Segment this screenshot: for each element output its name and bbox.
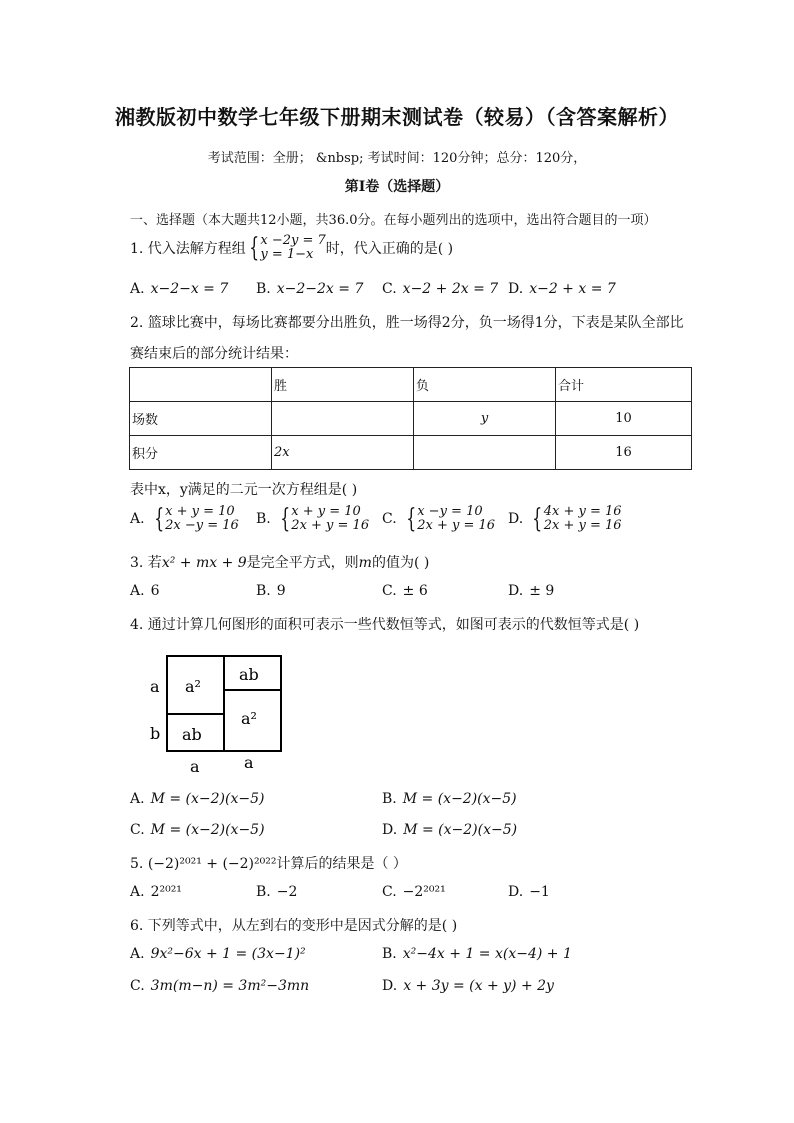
option-text: M = (x−2)(x−5) xyxy=(150,822,265,838)
option-label: D. xyxy=(508,884,524,900)
option-label: C. xyxy=(130,822,145,838)
table-header-cell: 合计 xyxy=(556,368,692,402)
q3-post: 的值为( ) xyxy=(371,555,430,571)
q6-option-b[interactable] xyxy=(382,946,572,962)
area-figure xyxy=(145,652,295,774)
option-label: B. xyxy=(382,791,397,807)
table-row xyxy=(130,402,692,436)
bottom-label-a2: a xyxy=(244,753,254,772)
question-2-line-2: 赛结束后的部分统计结果： xyxy=(130,346,298,362)
q3-option-b[interactable] xyxy=(256,583,286,599)
option-label: C. xyxy=(130,978,145,994)
option-text: ± 9 xyxy=(529,583,555,599)
system-eq: x −y = 10 xyxy=(417,504,483,519)
option-system xyxy=(417,505,495,533)
q1-option-a[interactable] xyxy=(130,281,228,297)
option-label: B. xyxy=(256,583,271,599)
q3-mid: 是完全平方式，则 xyxy=(246,555,359,571)
option-text: x + 3y = (x + y) + 2y xyxy=(403,978,554,994)
question-2-after: 表中x，y满足的二元一次方程组是( ) xyxy=(130,482,358,498)
side-label-a: a xyxy=(150,677,160,696)
table-cell: 积分 xyxy=(130,436,272,470)
option-label: D. xyxy=(382,822,398,838)
q5-option-c[interactable] xyxy=(382,884,446,900)
table-row xyxy=(130,436,692,470)
q1-eq1: x −2y = 7 xyxy=(260,233,326,248)
brace: { xyxy=(153,504,164,534)
q3-pre: 3. 若 xyxy=(130,555,162,571)
option-label: A. xyxy=(130,791,145,807)
option-label: A. xyxy=(130,583,145,599)
option-text: 9x²−6x + 1 = (3x−1)² xyxy=(150,946,306,962)
brace: { xyxy=(280,504,290,534)
system-eq: 2x −y = 16 xyxy=(165,518,239,533)
q5-option-a[interactable] xyxy=(130,884,182,900)
option-text: 3m(m−n) = 3m²−3mn xyxy=(150,978,310,994)
section-heading: 一、选择题（本大题共12小题，共36.0分。在每小题列出的选项中，选出符合题目的一项） xyxy=(130,213,657,228)
q3-variable: m xyxy=(358,555,372,571)
table-header-row xyxy=(130,368,692,402)
q1-eq2: y = 1−x xyxy=(260,247,314,262)
option-text: M = (x−2)(x−5) xyxy=(402,791,517,807)
cell-ab-left: ab xyxy=(182,725,202,744)
option-label: B. xyxy=(256,511,271,527)
q1-system xyxy=(260,234,325,262)
option-text: 6 xyxy=(150,583,160,599)
option-text: x−2 + x = 7 xyxy=(529,281,616,297)
q1-option-c[interactable] xyxy=(382,281,498,297)
option-text: x−2−2x = 7 xyxy=(276,281,364,297)
q2-option-d[interactable] xyxy=(508,505,622,533)
bottom-label-a1: a xyxy=(190,757,200,774)
option-text: 2²⁰²¹ xyxy=(150,884,182,900)
system-eq: 2x + y = 16 xyxy=(543,518,622,533)
table-cell: 10 xyxy=(556,402,692,436)
option-label: C. xyxy=(382,281,397,297)
question-6: 6. 下列等式中，从左到右的变形中是因式分解的是( ) xyxy=(130,918,458,934)
system-eq: 4x + y = 16 xyxy=(543,504,622,519)
q6-option-c[interactable] xyxy=(130,978,309,994)
q3-expression: x² + mx + 9 xyxy=(161,555,247,571)
page-title: 湘教版初中数学七年级下册期末测试卷（较易）（含答案解析） xyxy=(115,105,679,129)
question-3 xyxy=(130,552,429,572)
question-4: 4. 通过计算几何图形的面积可表示一些代数恒等式，如图可表示的代数恒等式是( ) xyxy=(130,617,640,633)
option-label: B. xyxy=(256,884,271,900)
option-label: B. xyxy=(382,946,397,962)
q5-option-d[interactable] xyxy=(508,884,550,900)
brace: { xyxy=(532,504,543,534)
option-label: C. xyxy=(382,583,397,599)
q1-pre: 1. 代入法解方程组 xyxy=(130,241,246,257)
system-eq: x + y = 10 xyxy=(291,504,361,519)
cell-a-squared-right: a² xyxy=(241,709,257,728)
q1-option-d[interactable] xyxy=(508,281,616,297)
part-heading: 第Ⅰ卷（选择题） xyxy=(344,179,450,195)
option-label: D. xyxy=(508,511,524,527)
q1-brace: { xyxy=(249,233,260,263)
table-header-cell: 负 xyxy=(414,368,556,402)
option-text: M = (x−2)(x−5) xyxy=(150,791,265,807)
q3-option-a[interactable] xyxy=(130,583,159,599)
option-text: −1 xyxy=(529,884,550,900)
table-cell xyxy=(272,402,414,436)
option-label: B. xyxy=(256,281,271,297)
option-label: D. xyxy=(382,978,398,994)
table-cell: 场数 xyxy=(130,402,272,436)
option-label: A. xyxy=(130,884,145,900)
question-5 xyxy=(130,853,407,873)
table-cell xyxy=(414,436,556,470)
q4-option-d[interactable] xyxy=(382,822,517,838)
cell-a-squared-left: a² xyxy=(185,677,201,696)
table-cell: y xyxy=(414,402,556,436)
question-2-line-1: 2. 篮球比赛中，每场比赛都要分出胜负，胜一场得2分，负一场得1分，下表是某队全部比 xyxy=(130,315,684,331)
option-text: 9 xyxy=(276,583,286,599)
q2-option-a[interactable] xyxy=(130,505,239,533)
stats-table xyxy=(129,367,692,470)
option-label: C. xyxy=(382,884,397,900)
option-system xyxy=(544,505,622,533)
q1-post: 时，代入正确的是( ) xyxy=(325,241,454,257)
q3-option-d[interactable] xyxy=(508,583,554,599)
system-eq: 2x + y = 16 xyxy=(291,518,370,533)
q4-option-a[interactable] xyxy=(130,791,264,807)
q4-option-c[interactable] xyxy=(130,822,265,838)
table-cell: 16 xyxy=(556,436,692,470)
option-text: ± 6 xyxy=(402,583,428,599)
option-text: x²−4x + 1 = x(x−4) + 1 xyxy=(402,946,572,962)
table-cell: 2x xyxy=(272,436,414,470)
option-text: −2 xyxy=(276,884,298,900)
cell-ab-right: ab xyxy=(239,665,259,684)
option-label: A. xyxy=(130,281,145,297)
option-label: C. xyxy=(382,511,397,527)
q4-option-b[interactable] xyxy=(382,791,517,807)
q2-option-b[interactable] xyxy=(256,505,369,533)
q2-option-c[interactable] xyxy=(382,505,495,533)
system-eq: x + y = 10 xyxy=(165,504,235,519)
side-label-b: b xyxy=(150,724,161,743)
option-label: A. xyxy=(130,946,145,962)
option-text: M = (x−2)(x−5) xyxy=(403,822,518,838)
option-system xyxy=(291,505,369,533)
option-label: D. xyxy=(508,583,524,599)
option-label: D. xyxy=(508,281,524,297)
system-eq: 2x + y = 16 xyxy=(417,518,496,533)
exam-info: 考试范围：全册； &nbsp; 考试时间：120分钟；总分：120分， xyxy=(207,151,587,166)
option-text: x−2−x = 7 xyxy=(150,281,229,297)
q6-option-d[interactable] xyxy=(382,978,554,994)
option-text: −2²⁰²¹ xyxy=(402,884,446,900)
option-text: x−2 + 2x = 7 xyxy=(402,281,499,297)
q1-option-b[interactable] xyxy=(256,281,363,297)
option-label: A. xyxy=(130,511,145,527)
table-header-cell: 胜 xyxy=(272,368,414,402)
option-system xyxy=(165,505,239,533)
question-1 xyxy=(130,234,453,262)
q5-pre: 5. xyxy=(130,856,148,872)
q5-option-b[interactable] xyxy=(256,884,297,900)
q3-option-c[interactable] xyxy=(382,583,428,599)
q5-expression: (−2)²⁰²¹ + (−2)²⁰²² xyxy=(147,856,277,872)
q5-post: 计算后的结果是（ ） xyxy=(276,856,407,872)
q6-option-a[interactable] xyxy=(130,946,306,962)
brace: { xyxy=(405,504,416,534)
table-header-cell xyxy=(130,368,272,402)
